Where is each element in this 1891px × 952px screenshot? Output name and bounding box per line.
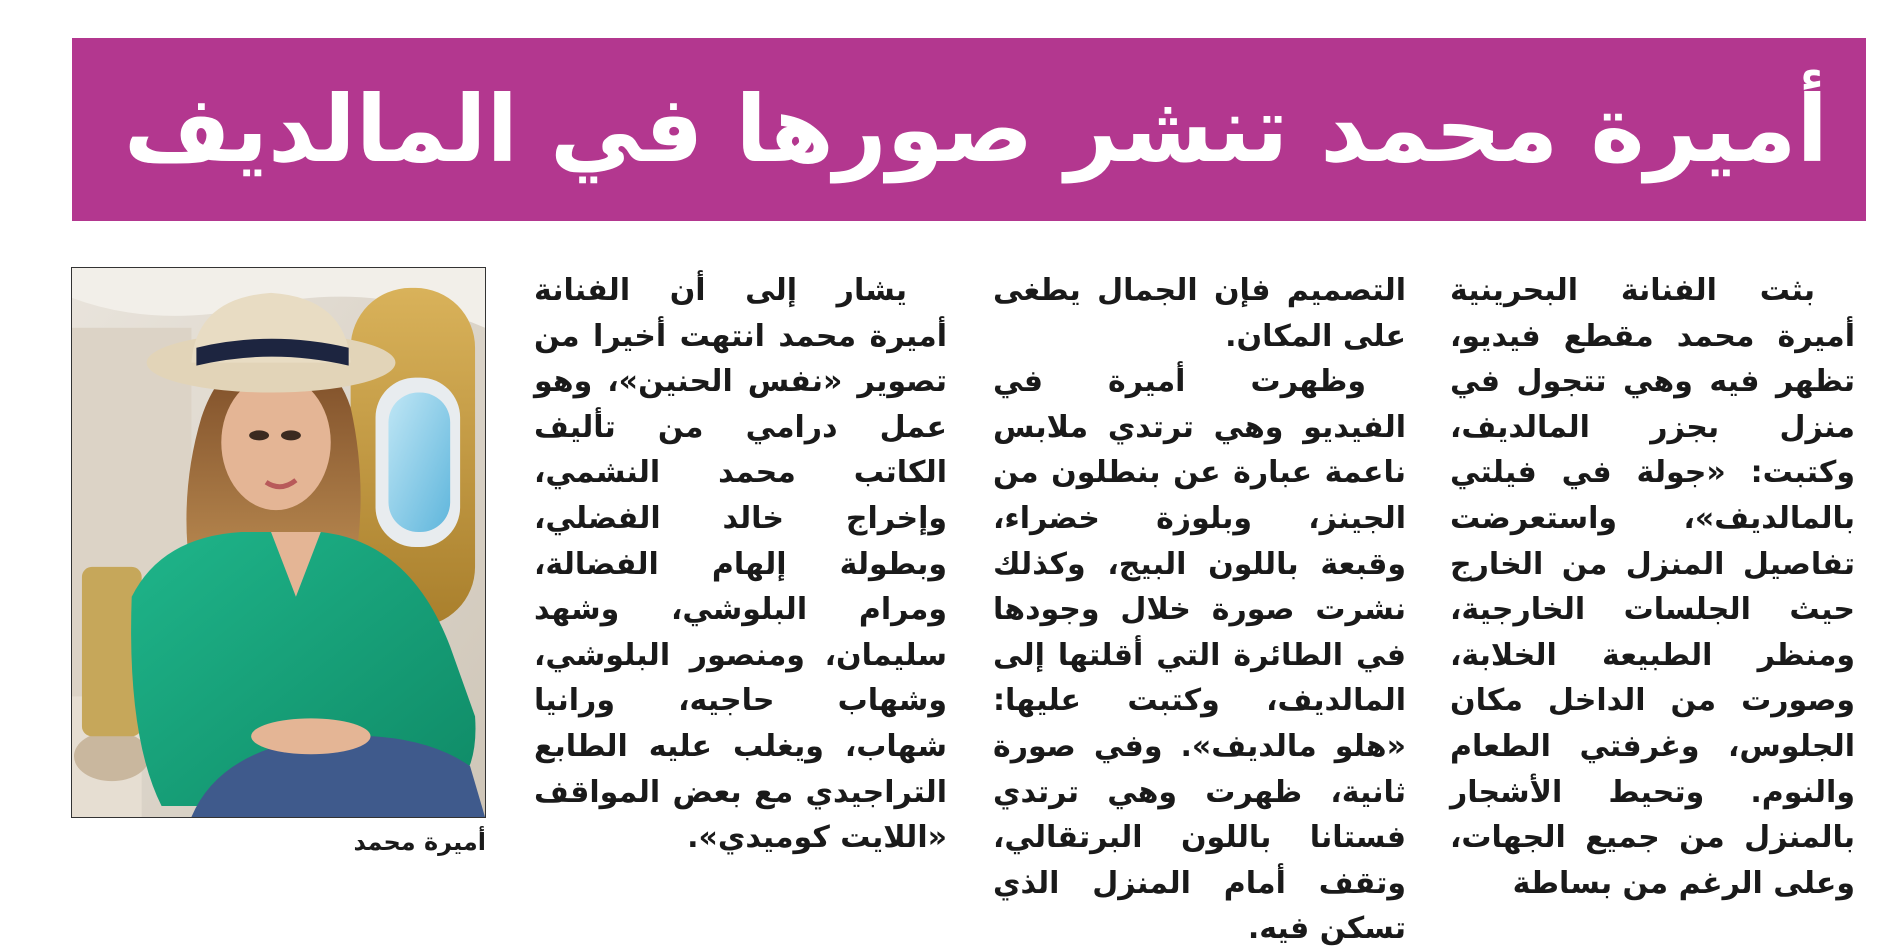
article-photo xyxy=(71,267,486,818)
article-column-3 xyxy=(534,268,947,861)
column-2-paragraph-1: التصميم فإن الجمال يطغى على المكان. xyxy=(993,273,1406,354)
column-1-paragraph-1: بثت الفنانة البحرينية أميرة محمد مقطع فيديو، تظهر فيه وهي تتجول في منزل بجزر المالديف، وكتبت: «جولة في فيلتي بالمالديف»، واستعرضت تفاصيل المنزل من الخارج حيث الجلسات الخارجية، ومنظر الطبيعة الخلابة، وصورت من الداخل مكان الجلوس، وغرفتي الطعام والنوم. وتحيط الأشجار بالمنزل من جميع الجهات، وعلى الرغم من بساطة xyxy=(1450,273,1855,901)
portrait-photo-illustration xyxy=(72,268,485,817)
article-column-1 xyxy=(1450,268,1855,906)
column-3-paragraph-1: يشار إلى أن الفنانة أميرة محمد انتهت أخيرا من تصوير «نفس الحنين»، وهو عمل درامي من تأليف الكاتب محمد النشمي، وإخراج خالد الفضلي، وبطولة إلهام الفضالة، ومرام البلوشي، وشهد سليمان، ومنصور البلوشي، وشهاب حاجيه، ورانيا شهاب، ويغلب عليه الطابع التراجيدي مع بعض المواقف «اللايت كوميدي». xyxy=(534,273,947,856)
headline-banner xyxy=(72,38,1866,221)
article-headline: أميرة محمد تنشر صورها في المالديف xyxy=(123,75,1828,183)
photo-caption: أميرة محمد xyxy=(353,828,486,856)
column-2-paragraph-2: وظهرت أميرة في الفيديو وهي ترتدي ملابس ناعمة عبارة عن بنطلون من الجينز، وبلوزة خضراء، وقبعة باللون البيج، وكذلك نشرت صورة خلال وجودها في الطائرة التي أقلتها إلى المالديف، وكتبت عليها: «هلو مالديف». وفي صورة ثانية، ظهرت وهي ترتدي فستانا باللون البرتقالي، وتقف أمام المنزل الذي تسكن فيه. xyxy=(993,364,1406,947)
article-column-2 xyxy=(993,268,1406,952)
